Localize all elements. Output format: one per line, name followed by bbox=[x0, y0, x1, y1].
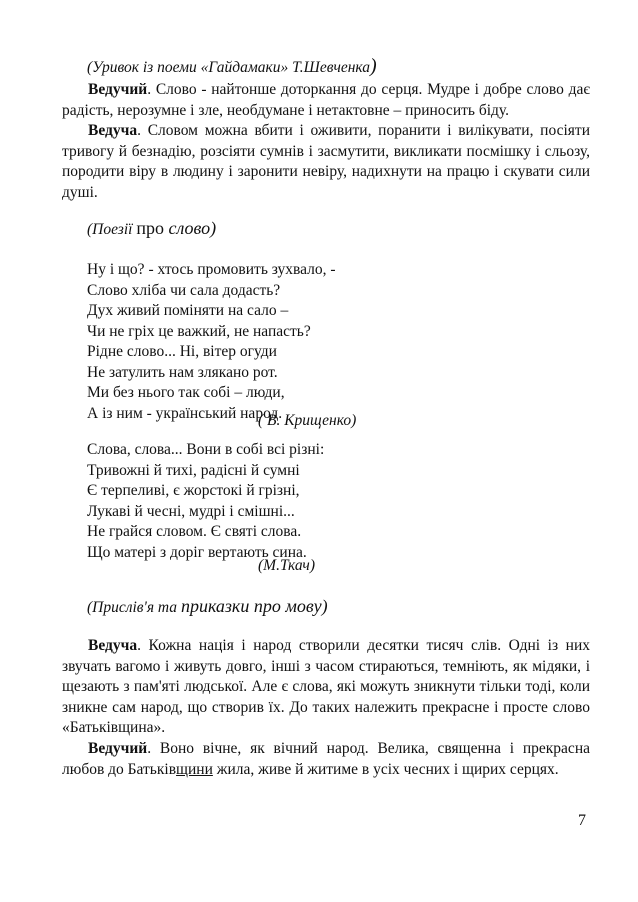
proverbs-note-b: приказки про мову) bbox=[180, 596, 328, 616]
speaker-label: Ведуча bbox=[88, 637, 138, 654]
speaker-label: Ведуча bbox=[88, 122, 138, 140]
poem-line: Тривожні й тихі, радісні й сумні bbox=[87, 461, 300, 479]
paragraph-text: жила, живе й житиме в усіх чесних і щирих серцях. bbox=[212, 760, 559, 778]
paragraph-text: . Кожна нація і народ створили десятки тисяч слів. Одні із них звучать вагомо і живуть довго, інші з часом стираються, темніють, як мідяки, і щезають з пам'яті людської. Але є слова, які можуть зникнути тільки тоді, коли зникне сам народ, що створив їх. До таких належить прекрасне і просте слово «Батьківщина». bbox=[62, 637, 590, 737]
paragraph-host-2 bbox=[62, 121, 590, 203]
poem-line: Дух живий поміняти на сало – bbox=[87, 302, 289, 319]
excerpt-note bbox=[87, 56, 377, 78]
intro-paragraphs bbox=[62, 80, 590, 204]
poem-line: Рідне слово... Ні, вітер огуди bbox=[87, 343, 277, 360]
proverbs-note-a: (Прислів'я та bbox=[87, 599, 181, 616]
poem-line: Ми без нього так собі – люди, bbox=[87, 384, 285, 401]
paragraph-text: . Воно вічне, як вічний народ. Велика, священна і прекрасна любов до Батьків bbox=[62, 739, 590, 778]
poem-line: Слово хліба чи сала додасть? bbox=[87, 281, 281, 299]
underlined-fragment: щини bbox=[176, 760, 213, 778]
paragraph-host-4 bbox=[62, 739, 590, 780]
speaker-label: Ведучий bbox=[88, 81, 148, 98]
poems-note-c: слово) bbox=[168, 218, 217, 238]
speaker-label: Ведучий bbox=[88, 739, 148, 757]
poem-line: Що матері з доріг вертають сина. bbox=[87, 543, 307, 561]
poem-tkach bbox=[87, 440, 324, 563]
excerpt-note-paren: ) bbox=[370, 55, 377, 77]
poems-note-b: про bbox=[136, 218, 169, 238]
poem-line: Лукаві й чесні, мудрі і смішні... bbox=[87, 502, 295, 520]
paragraph-text: . Слово - найтонше доторкання до серця. Мудре і добре слово дає радість, нерозумне і зле, необдумане і нетактовне – приносить біду. bbox=[62, 81, 590, 119]
paragraph-host-1 bbox=[62, 80, 590, 121]
poems-note bbox=[87, 218, 216, 240]
poems-note-a: (Поезії bbox=[87, 221, 137, 238]
paragraph-text: . Словом можна вбити і оживити, поранити і вилікувати, посіяти тривогу й безнадію, розсіяти сумнів і засмутити, викликати посмішку і сльозу, породити віру в людину і заронити невіру, надихнути на працю і скувати сили душі. bbox=[62, 122, 590, 201]
poem-line: Ну і що? - хтось промовить зухвало, - bbox=[87, 261, 336, 278]
poem-line: Не затулить нам злякано рот. bbox=[87, 363, 278, 381]
poem-kryshchenko bbox=[87, 260, 336, 424]
page-number: 7 bbox=[578, 812, 586, 829]
closing-paragraphs bbox=[62, 636, 590, 780]
poem-line: Слова, слова... Вони в собі всі різні: bbox=[87, 441, 325, 458]
poem-author: (М.Ткач) bbox=[258, 557, 315, 574]
excerpt-note-text: (Уривок із поеми «Гайдамаки» Т.Шевченка bbox=[87, 59, 371, 76]
poem-line: Є терпеливі, є жорстокі й грізні, bbox=[87, 482, 300, 499]
poem-line: А із ним - український народ. bbox=[87, 404, 283, 422]
paragraph-host-3 bbox=[62, 636, 590, 739]
poem-line: Не грайся словом. Є святі слова. bbox=[87, 523, 302, 540]
poem-line: Чи не гріх це важкий, не напасть? bbox=[87, 322, 311, 340]
poem-author: ( В. Крищенко) bbox=[258, 412, 357, 429]
proverbs-note bbox=[87, 596, 328, 618]
